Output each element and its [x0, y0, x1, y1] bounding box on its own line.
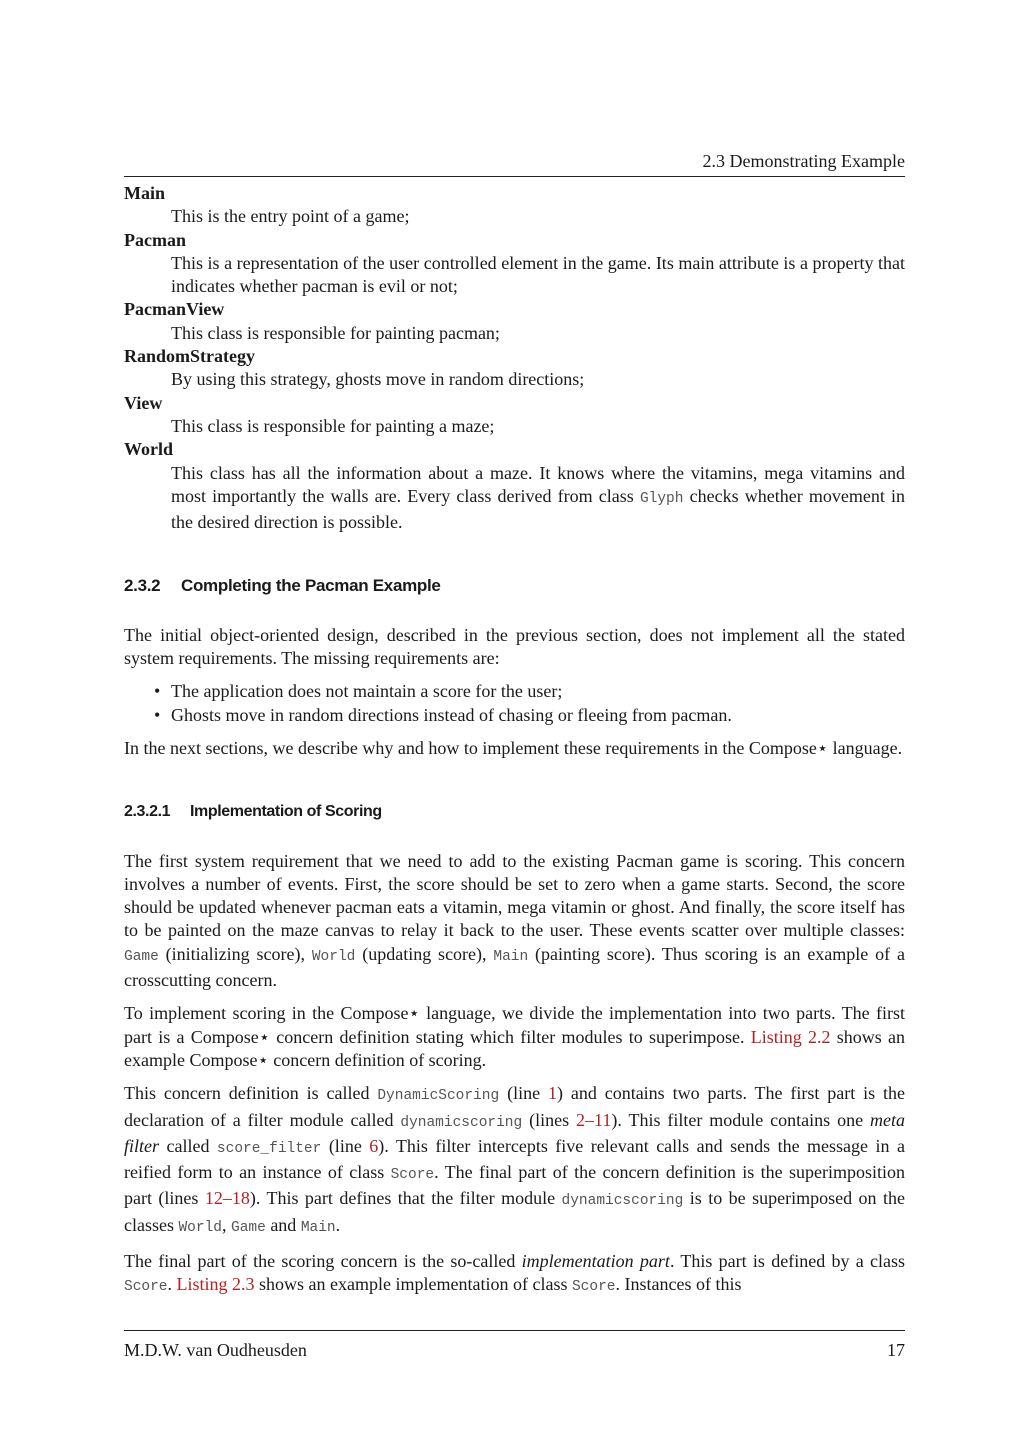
definition-desc: This class has all the information about a maze. It knows where the vitamins, mega vitamins and most importantly the walls are. Every class derived from class Glyph checks whether movement in the desired direction is possible.: [171, 462, 906, 533]
running-title: 2.3 Demonstrating Example: [702, 151, 905, 171]
page-body: [124, 182, 905, 1310]
code-identifier: Game: [124, 948, 159, 965]
list-item: • Ghosts move in random directions instead of chasing or fleeing from pacman.: [124, 704, 905, 727]
requirements-list: [124, 680, 905, 727]
next-paragraph: In the next sections, we describe why and how to implement these requirements in the Compose⋆ language.: [124, 737, 903, 758]
footer-author: M.D.W. van Oudheusden: [124, 1340, 307, 1360]
subsection-number: 2.3.2.1: [124, 803, 171, 821]
definition-desc: By using this strategy, ghosts move in random directions;: [171, 369, 585, 390]
code-identifier: DynamicScoring: [377, 1088, 500, 1105]
line-ref-link[interactable]: 2–11: [576, 1109, 612, 1130]
concern-definition-paragraph: This concern definition is called DynamicScoring (line 1) and contains two parts. The first part is the declaration of a filter module called dynamicscoring (lines 2–11). This filter module contains one meta filter called score_filter (line 6). This filter intercepts five relevant calls and sends the message in a reified form to an instance of class Score. The final part of the concern definition is the superimposition part (lines 12–18). This part defines that the filter module dynamicscoring is to be superimposed on the classes World, Game and Main.: [124, 1083, 905, 1236]
definition-desc: This is a representation of the user controlled element in the game. Its main attribute is a property that indicates whether pacman is evil or not;: [171, 252, 905, 297]
running-header: [124, 148, 905, 177]
definition-term: Main: [124, 183, 166, 203]
implementation-paragraph: To implement scoring in the Compose⋆ language, we divide the implementation into two parts. The first part is a Compose⋆ concern definition stating which filter modules to superimpose. Listing 2.2 shows an example Compose⋆ concern definition of scoring.: [124, 1003, 905, 1070]
line-ref-link[interactable]: 12–18: [204, 1188, 250, 1209]
definition-term: PacmanView: [124, 299, 225, 320]
listing-2-3-link[interactable]: Listing 2.3: [176, 1274, 255, 1295]
code-identifier: Game: [231, 1219, 266, 1236]
code-identifier: Score: [390, 1167, 435, 1184]
definition-term: World: [124, 439, 174, 460]
code-identifier: World: [311, 948, 356, 965]
code-identifier: Glyph: [639, 490, 684, 507]
code-identifier: Score: [124, 1279, 168, 1296]
definition-desc: This class is responsible for painting a maze;: [171, 415, 495, 436]
subsection-heading: [124, 800, 905, 823]
line-ref-link[interactable]: 6: [369, 1135, 379, 1156]
definition-term: Pacman: [124, 229, 186, 250]
code-identifier: dynamicscoring: [400, 1114, 523, 1131]
intro-paragraph: The initial object-oriented design, described in the previous section, does not implement all the stated system requirements. The missing requirements are:: [124, 624, 905, 669]
class-definition-list: [124, 182, 905, 534]
code-identifier: Main: [493, 948, 529, 965]
section-number: 2.3.2: [124, 576, 161, 596]
implementation-part-paragraph: The final part of the scoring concern is the so-called implementation part. This part is defined by a class Score. Listing 2.3 shows an example implementation of class Score. Instances of this: [124, 1250, 906, 1296]
section-title: Completing the Pacman Example: [181, 576, 441, 596]
listing-2-2-link[interactable]: Listing 2.2: [750, 1026, 831, 1047]
bullet-icon: •: [154, 681, 161, 702]
code-identifier: World: [178, 1219, 222, 1236]
section-heading: [124, 574, 905, 597]
page-number: 17: [887, 1340, 905, 1360]
definition-desc: This class is responsible for painting pacman;: [171, 322, 500, 343]
code-identifier: dynamicscoring: [561, 1193, 684, 1210]
list-item: • The application does not maintain a score for the user;: [124, 680, 905, 703]
scoring-paragraph: The first system requirement that we need to add to the existing Pacman game is scoring. This concern involves a number of events. First, the score should be set to zero when a game starts. Second, the score should be updated whenever pacman eats a vitamin, mega vitamin or ghost. And finally, the score itself has to be painted on the maze canvas to relay it back to the user. These events scatter over multiple classes: Game (initializing score), World (updating score), Main (painting score). Thus scoring is an example of a crosscutting concern.: [124, 850, 905, 991]
code-identifier: score_filter: [216, 1140, 322, 1157]
definition-desc: This is the entry point of a game;: [171, 206, 410, 227]
code-identifier: Main: [300, 1219, 336, 1236]
bullet-icon: •: [154, 704, 161, 725]
definition-term: View: [124, 392, 163, 413]
line-ref-link[interactable]: 1: [547, 1083, 557, 1104]
subsection-title: Implementation of Scoring: [190, 803, 382, 821]
definition-term: RandomStrategy: [124, 346, 255, 367]
code-identifier: Score: [571, 1279, 616, 1296]
page-footer: [124, 1330, 905, 1362]
